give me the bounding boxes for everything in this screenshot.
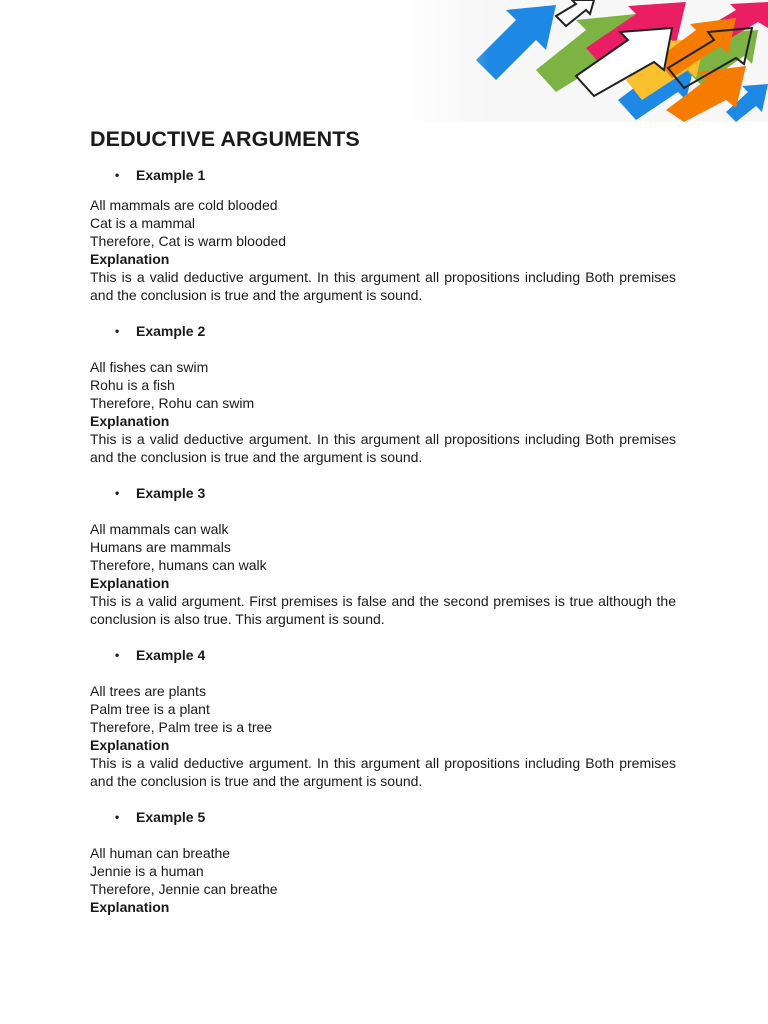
premise-line: All fishes can swim [90, 359, 209, 375]
explanation-label: Explanation [90, 899, 170, 915]
premise-line: Cat is a mammal [90, 215, 196, 231]
premise-line: Humans are mammals [90, 539, 231, 555]
bullet-icon: • [115, 648, 120, 662]
conclusion-line: Therefore, Jennie can breathe [90, 881, 278, 897]
explanation-text: This is a valid deductive argument. In this argument all propositions including Both premises and the conclusion is true and the argument is sound. [90, 431, 676, 465]
premise-line: All trees are plants [90, 683, 206, 699]
conclusion-line: Therefore, Rohu can swim [90, 395, 255, 411]
example-block [90, 166, 676, 304]
explanation-label: Explanation [90, 251, 170, 267]
bullet-icon: • [115, 324, 120, 338]
explanation-text: This is a valid deductive argument. In this argument all propositions including Both premises and the conclusion is true and the argument is sound. [90, 755, 676, 789]
premise-line: All mammals can walk [90, 521, 229, 537]
example-heading-label: Example 2 [136, 323, 206, 339]
premise-line: All mammals are cold blooded [90, 197, 278, 213]
example-heading-label: Example 3 [136, 485, 206, 501]
premise-line: Jennie is a human [90, 863, 204, 879]
example-block [90, 808, 676, 916]
example-heading [90, 322, 676, 340]
example-heading-label: Example 1 [136, 167, 206, 183]
example-block [90, 484, 676, 628]
example-heading-label: Example 5 [136, 809, 206, 825]
conclusion-line: Therefore, Palm tree is a tree [90, 719, 273, 735]
arrows-icon [396, 0, 768, 122]
bullet-icon: • [115, 486, 120, 500]
explanation-label: Explanation [90, 737, 170, 753]
page-title: DEDUCTIVE ARGUMENTS [90, 127, 360, 151]
example-heading [90, 808, 676, 826]
premise-line: All human can breathe [90, 845, 231, 861]
explanation-text: This is a valid deductive argument. In this argument all propositions including Both premises and the conclusion is true and the argument is sound. [90, 269, 676, 303]
explanation-label: Explanation [90, 413, 170, 429]
bullet-icon: • [115, 810, 120, 824]
example-heading [90, 166, 676, 184]
bullet-icon: • [115, 168, 120, 182]
conclusion-line: Therefore, Cat is warm blooded [90, 233, 287, 249]
document-body [90, 120, 676, 916]
example-heading [90, 646, 676, 664]
conclusion-line: Therefore, humans can walk [90, 557, 267, 573]
premise-line: Rohu is a fish [90, 377, 175, 393]
example-heading-label: Example 4 [136, 647, 206, 663]
example-heading [90, 484, 676, 502]
explanation-text: This is a valid argument. First premises is false and the second premises is true although the conclusion is also true. This argument is sound. [90, 593, 676, 627]
premise-line: Palm tree is a plant [90, 701, 210, 717]
header-arrows-graphic [396, 0, 768, 122]
explanation-label: Explanation [90, 575, 170, 591]
example-block [90, 646, 676, 790]
example-block [90, 322, 676, 466]
